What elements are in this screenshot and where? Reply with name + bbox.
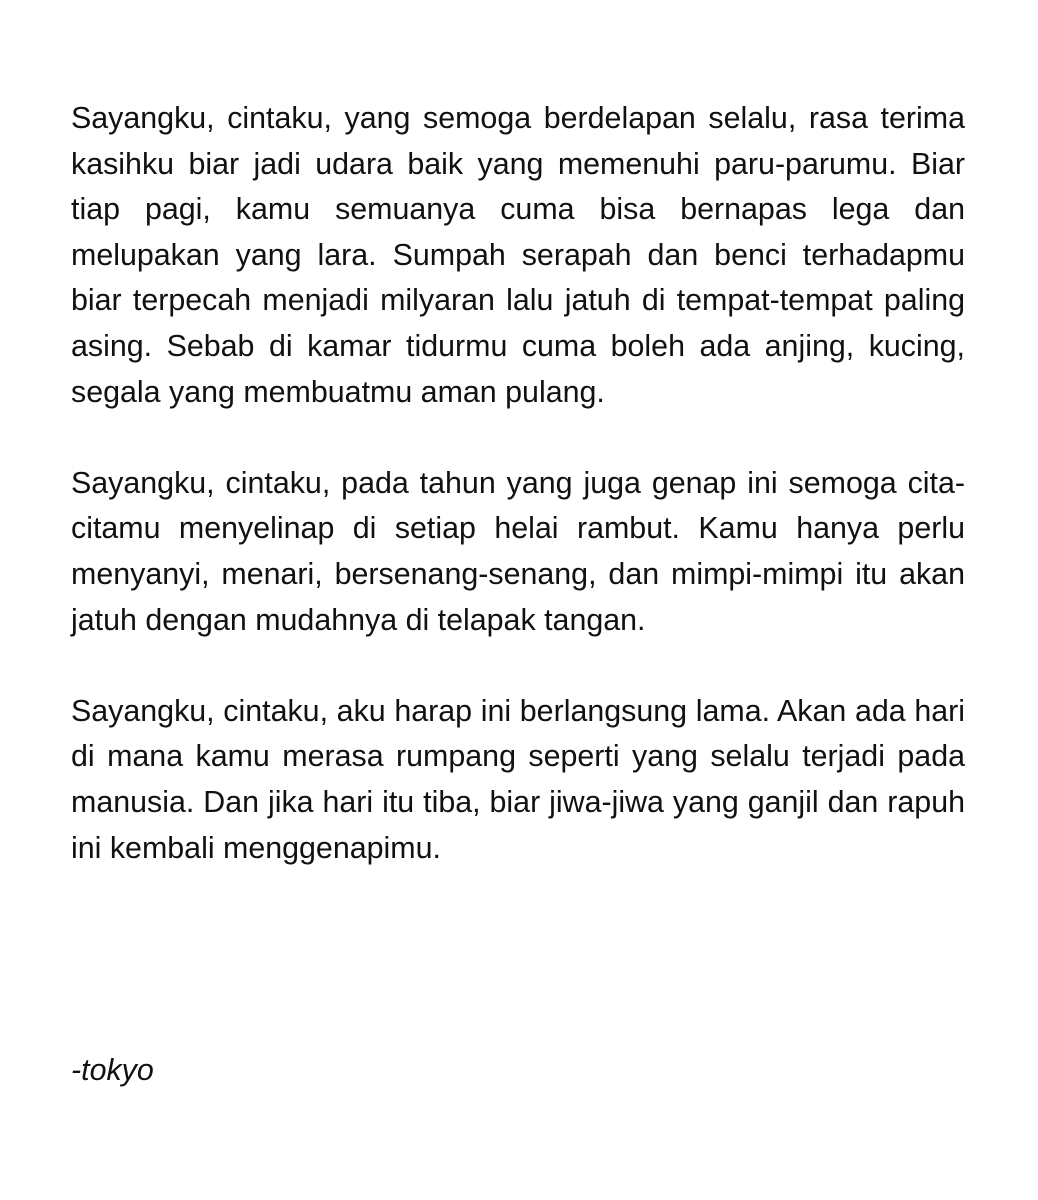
letter-body — [71, 96, 965, 917]
paragraph-3: Sayangku, cintaku, aku harap ini berlangsung lama. Akan ada hari di mana kamu merasa rumpang seperti yang selalu terjadi pada manusia. Dan jika hari itu tiba, biar jiwa-jiwa yang ganjil dan rapuh ini kembali menggenapimu. — [71, 693, 965, 865]
paragraph-2: Sayangku, cintaku, pada tahun yang juga genap ini semoga cita-citamu menyelinap di setiap helai rambut. Kamu hanya perlu menyanyi, menari, bersenang-senang, dan mimpi-mimpi itu akan jatuh dengan mudahnya di telapak tangan. — [71, 465, 965, 637]
paragraph-1: Sayangku, cintaku, yang semoga berdelapan selalu, rasa terima kasihku biar jadi udara baik yang memenuhi paru-parumu. Biar tiap pagi, kamu semuanya cuma bisa bernapas lega dan melupakan yang lara. Sumpah serapah dan benci terhadapmu biar terpecah menjadi milyaran lalu jatuh di tempat-tempat paling asing. Sebab di kamar tidurmu cuma boleh ada anjing, kucing, segala yang membuatmu aman pulang. — [71, 101, 965, 409]
signature: -tokyo — [71, 1053, 154, 1087]
